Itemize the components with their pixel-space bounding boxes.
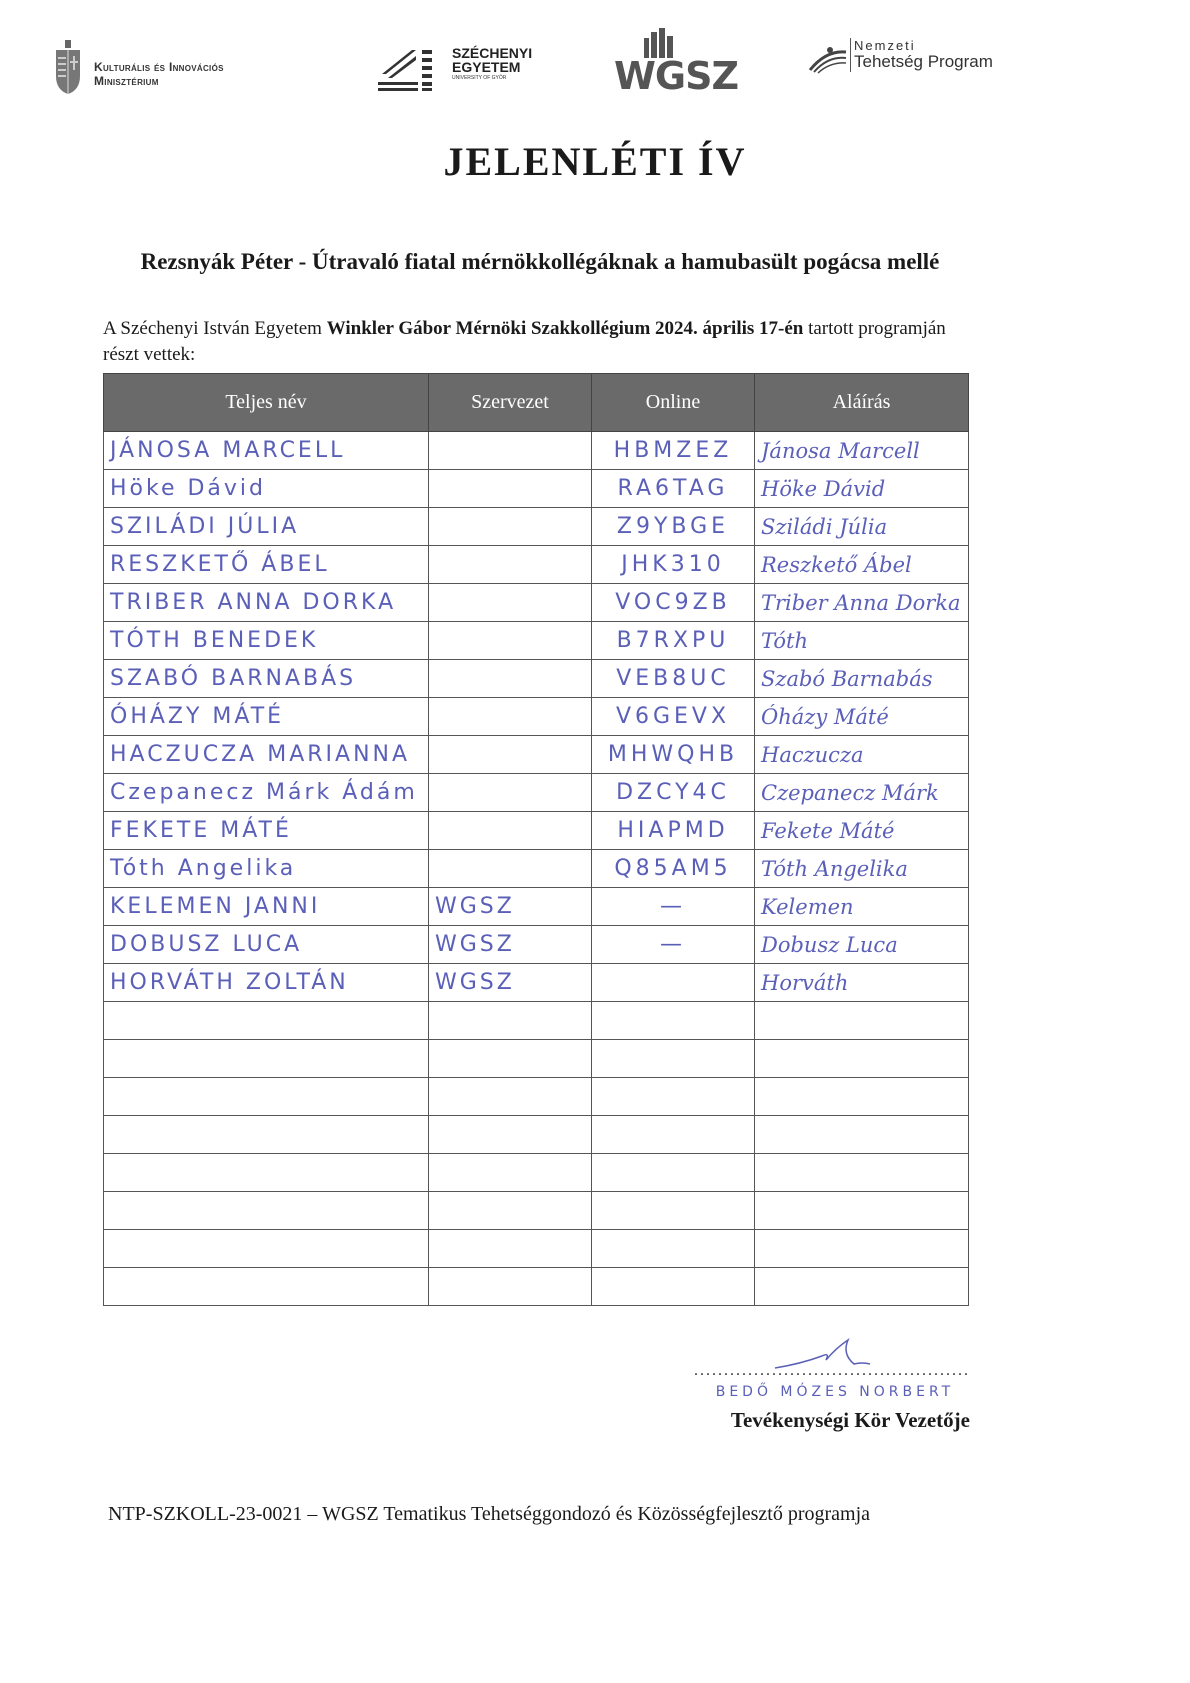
table-row bbox=[104, 1268, 969, 1306]
attendee-organization bbox=[429, 1002, 592, 1040]
szechenyi-university-logo bbox=[378, 44, 548, 104]
table-header-row bbox=[104, 374, 969, 432]
attendee-signature: Kelemen bbox=[755, 888, 969, 926]
attendee-online-code bbox=[592, 1192, 755, 1230]
attendee-name: HORVÁTH ZOLTÁN bbox=[104, 964, 429, 1002]
university-name-line1: SZÉCHENYI bbox=[452, 45, 533, 61]
attendee-organization bbox=[429, 1040, 592, 1078]
intro-text bbox=[103, 316, 983, 368]
attendee-name bbox=[104, 1002, 429, 1040]
attendee-signature: Horváth bbox=[755, 964, 969, 1002]
attendee-name: RESZKETŐ ÁBEL bbox=[104, 546, 429, 584]
attendee-signature bbox=[755, 1040, 969, 1078]
attendee-online-code: MHWQHB bbox=[592, 736, 755, 774]
event-title: Rezsnyák Péter - Útravaló fiatal mérnökkollégáknak a hamubasült pogácsa mellé bbox=[140, 249, 940, 274]
attendee-signature bbox=[755, 1116, 969, 1154]
attendee-organization bbox=[429, 660, 592, 698]
table-row bbox=[104, 850, 969, 888]
attendee-name bbox=[104, 1078, 429, 1116]
intro-prefix: A Széchenyi István Egyetem bbox=[103, 318, 327, 339]
attendee-signature: Czepanecz Márk bbox=[755, 774, 969, 812]
attendee-name: TRIBER ANNA DORKA bbox=[104, 584, 429, 622]
table-row bbox=[104, 470, 969, 508]
attendee-organization bbox=[429, 1230, 592, 1268]
attendee-online-code bbox=[592, 1002, 755, 1040]
attendee-signature: Triber Anna Dorka bbox=[755, 584, 969, 622]
leader-signature-block bbox=[680, 1362, 970, 1433]
table-row bbox=[104, 1078, 969, 1116]
attendee-signature bbox=[755, 1154, 969, 1192]
university-subtitle: UNIVERSITY OF GYŐR bbox=[452, 75, 507, 81]
attendee-name: TÓTH BENEDEK bbox=[104, 622, 429, 660]
attendee-name bbox=[104, 1116, 429, 1154]
attendee-signature bbox=[755, 1192, 969, 1230]
table-row bbox=[104, 698, 969, 736]
ntp-logo bbox=[808, 38, 1008, 78]
attendee-name: Czepanecz Márk Ádám bbox=[104, 774, 429, 812]
attendee-organization: WGSZ bbox=[429, 888, 592, 926]
table-row bbox=[104, 622, 969, 660]
table-row bbox=[104, 1230, 969, 1268]
table-row bbox=[104, 774, 969, 812]
attendee-organization: WGSZ bbox=[429, 926, 592, 964]
attendee-name: ÓHÁZY MÁTÉ bbox=[104, 698, 429, 736]
table-row bbox=[104, 508, 969, 546]
attendee-online-code: V6GEVX bbox=[592, 698, 755, 736]
footer-program: NTP-SZKOLL-23-0021 – WGSZ Tematikus Tehetséggondozó és Közösségfejlesztő programja bbox=[108, 1503, 871, 1525]
attendee-name bbox=[104, 1268, 429, 1306]
table-row bbox=[104, 926, 969, 964]
attendee-online-code bbox=[592, 1040, 755, 1078]
ministry-name-line1: Kulturális és Innovációs bbox=[94, 60, 224, 74]
attendee-online-code: JHK310 bbox=[592, 546, 755, 584]
attendee-organization bbox=[429, 584, 592, 622]
attendee-online-code: RA6TAG bbox=[592, 470, 755, 508]
attendee-name bbox=[104, 1154, 429, 1192]
header-online: Online bbox=[592, 374, 755, 432]
ministry-logo bbox=[52, 36, 282, 106]
attendance-rows bbox=[104, 432, 969, 1306]
table-row bbox=[104, 812, 969, 850]
wgsz-logo bbox=[610, 28, 739, 108]
attendee-organization bbox=[429, 850, 592, 888]
ntp-line2: Tehetség Program bbox=[850, 52, 993, 72]
table-row bbox=[104, 1002, 969, 1040]
attendee-organization: WGSZ bbox=[429, 964, 592, 1002]
attendee-online-code bbox=[592, 1268, 755, 1306]
attendee-organization bbox=[429, 774, 592, 812]
coat-of-arms-icon bbox=[52, 38, 84, 98]
attendee-organization bbox=[429, 470, 592, 508]
attendee-online-code bbox=[592, 964, 755, 1002]
leader-role: Tevékenységi Kör Vezetője bbox=[730, 1408, 970, 1432]
leader-name: BEDŐ MÓZES NORBERT bbox=[715, 1384, 955, 1400]
attendee-online-code bbox=[592, 1116, 755, 1154]
attendee-organization bbox=[429, 1078, 592, 1116]
attendee-organization bbox=[429, 1192, 592, 1230]
attendee-name: Höke Dávid bbox=[104, 470, 429, 508]
table-row bbox=[104, 660, 969, 698]
attendee-signature bbox=[755, 1002, 969, 1040]
attendee-online-code bbox=[592, 1078, 755, 1116]
attendee-online-code: HBMZEZ bbox=[592, 432, 755, 470]
attendee-signature: Fekete Máté bbox=[755, 812, 969, 850]
wgsz-wordmark: WGSZ bbox=[614, 54, 739, 98]
ntp-line1: Nemzeti bbox=[850, 38, 916, 53]
attendee-signature bbox=[755, 1078, 969, 1116]
table-row bbox=[104, 432, 969, 470]
table-row bbox=[104, 1154, 969, 1192]
attendee-signature: Óházy Máté bbox=[755, 698, 969, 736]
attendee-name bbox=[104, 1192, 429, 1230]
header-full-name: Teljes név bbox=[104, 374, 429, 432]
attendee-signature: Höke Dávid bbox=[755, 470, 969, 508]
intro-bold: Winkler Gábor Mérnöki Szakkollégium 2024. április 17-én bbox=[326, 318, 804, 339]
attendee-organization bbox=[429, 1154, 592, 1192]
attendee-organization bbox=[429, 432, 592, 470]
attendee-name: SZILÁDI JÚLIA bbox=[104, 508, 429, 546]
attendee-signature: Jánosa Marcell bbox=[755, 432, 969, 470]
attendee-name: SZABÓ BARNABÁS bbox=[104, 660, 429, 698]
attendee-signature: Haczucza bbox=[755, 736, 969, 774]
intro-suffix: tartott programján részt vettek: bbox=[103, 318, 946, 365]
attendee-signature bbox=[755, 1230, 969, 1268]
attendee-signature: Szabó Barnabás bbox=[755, 660, 969, 698]
attendee-organization bbox=[429, 622, 592, 660]
attendee-signature: Dobusz Luca bbox=[755, 926, 969, 964]
header-signature: Aláírás bbox=[755, 374, 969, 432]
attendee-organization bbox=[429, 508, 592, 546]
attendee-online-code: Z9YBGE bbox=[592, 508, 755, 546]
table-row bbox=[104, 584, 969, 622]
attendance-table bbox=[103, 373, 969, 1306]
attendee-name: Tóth Angelika bbox=[104, 850, 429, 888]
table-row bbox=[104, 888, 969, 926]
table-row bbox=[104, 736, 969, 774]
attendee-name: JÁNOSA MARCELL bbox=[104, 432, 429, 470]
attendee-name: HACZUCZA MARIANNA bbox=[104, 736, 429, 774]
attendee-signature: Tóth Angelika bbox=[755, 850, 969, 888]
attendee-organization bbox=[429, 698, 592, 736]
table-row bbox=[104, 546, 969, 584]
attendee-name: DOBUSZ LUCA bbox=[104, 926, 429, 964]
attendee-online-code: VEB8UC bbox=[592, 660, 755, 698]
table-row bbox=[104, 1040, 969, 1078]
university-mark-icon bbox=[378, 44, 438, 94]
page-title: JELENLÉTI ÍV bbox=[443, 139, 747, 184]
attendee-organization bbox=[429, 1116, 592, 1154]
attendee-name: KELEMEN JANNI bbox=[104, 888, 429, 926]
attendee-online-code: B7RXPU bbox=[592, 622, 755, 660]
attendee-online-code: HIAPMD bbox=[592, 812, 755, 850]
attendee-online-code bbox=[592, 1154, 755, 1192]
attendee-name: FEKETE MÁTÉ bbox=[104, 812, 429, 850]
attendee-online-code bbox=[592, 1230, 755, 1268]
attendee-online-code: — bbox=[592, 926, 755, 964]
table-row bbox=[104, 1116, 969, 1154]
attendee-organization bbox=[429, 546, 592, 584]
attendee-online-code: — bbox=[592, 888, 755, 926]
table-row bbox=[104, 1192, 969, 1230]
swoosh-icon bbox=[808, 42, 848, 74]
attendee-signature: Tóth bbox=[755, 622, 969, 660]
attendee-organization bbox=[429, 812, 592, 850]
signature-line: .............................................. bbox=[694, 1362, 970, 1379]
table-row bbox=[104, 964, 969, 1002]
attendee-organization bbox=[429, 1268, 592, 1306]
logo-bar bbox=[0, 28, 1190, 108]
ministry-name-line2: Minisztérium bbox=[94, 74, 159, 88]
attendee-organization bbox=[429, 736, 592, 774]
attendee-signature bbox=[755, 1268, 969, 1306]
attendee-signature: Sziládi Júlia bbox=[755, 508, 969, 546]
university-name-line2: EGYETEM bbox=[452, 59, 521, 75]
attendee-name bbox=[104, 1230, 429, 1268]
signature-scribble-icon bbox=[770, 1334, 880, 1374]
attendee-name bbox=[104, 1040, 429, 1078]
header-organization: Szervezet bbox=[429, 374, 592, 432]
attendee-signature: Reszkető Ábel bbox=[755, 546, 969, 584]
attendee-online-code: DZCY4C bbox=[592, 774, 755, 812]
attendee-online-code: VOC9ZB bbox=[592, 584, 755, 622]
attendee-online-code: Q85AM5 bbox=[592, 850, 755, 888]
